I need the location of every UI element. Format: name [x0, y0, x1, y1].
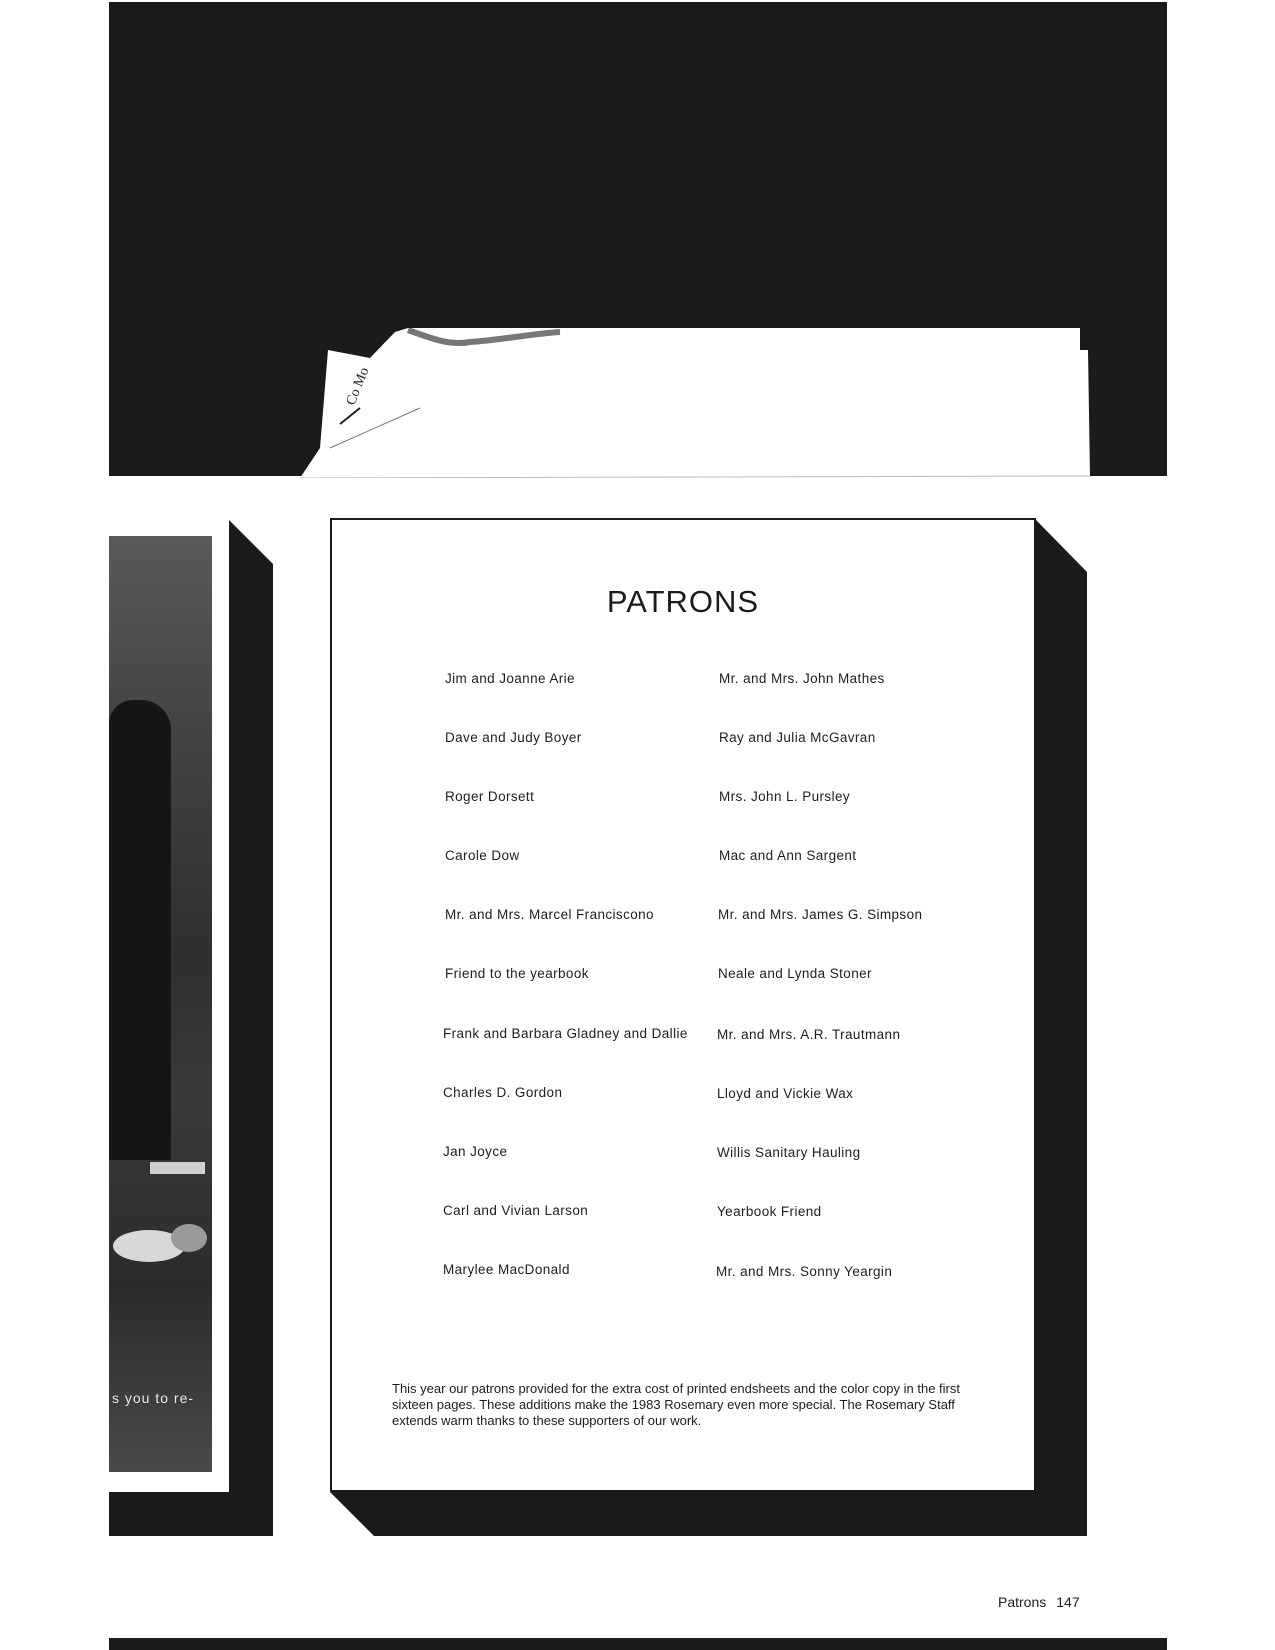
patron-name: Dave and Judy Boyer [445, 730, 582, 745]
page-title: PATRONS [606, 584, 760, 619]
patron-name: Charles D. Gordon [443, 1085, 563, 1100]
footer-section: Patrons [998, 1594, 1047, 1610]
patron-name: Friend to the yearbook [445, 966, 589, 981]
page-footer [998, 1594, 1080, 1610]
patron-name: Lloyd and Vickie Wax [717, 1086, 854, 1101]
paper-lettering: Co Mo [343, 365, 373, 408]
patron-name: Mr. and Mrs. Sonny Yeargin [716, 1264, 893, 1279]
patron-name: Jim and Joanne Arie [445, 671, 575, 686]
patrons-card [330, 518, 1036, 1492]
patron-name: Mr. and Mrs. A.R. Trautmann [717, 1027, 901, 1042]
patron-name: Yearbook Friend [717, 1204, 822, 1219]
patron-name: Mr. and Mrs. John Mathes [719, 671, 885, 686]
patron-name: Frank and Barbara Gladney and Dallie [443, 1026, 688, 1041]
photo-caption-fragment: s you to re- [112, 1390, 195, 1406]
patron-name: Carole Dow [445, 848, 520, 863]
patron-name: Jan Joyce [443, 1144, 508, 1159]
patron-name: Roger Dorsett [445, 789, 535, 804]
patron-name: Neale and Lynda Stoner [718, 966, 872, 981]
bottom-black-bar [109, 1638, 1167, 1650]
patrons-note: This year our patrons provided for the extra cost of printed endsheets and the color copy in the first sixteen pages. These additions make the 1983 Rosemary even more special. The Rosemary Staff extends warm thanks to these supporters of our work. [392, 1381, 960, 1428]
patron-name: Willis Sanitary Hauling [717, 1145, 861, 1160]
photo-figure-silhouette [109, 700, 171, 1160]
patron-name: Mr. and Mrs. Marcel Franciscono [445, 907, 654, 922]
torn-paper-image [300, 328, 1160, 478]
patron-name: Ray and Julia McGavran [719, 730, 876, 745]
patron-name: Marylee MacDonald [443, 1262, 570, 1277]
patron-name: Carl and Vivian Larson [443, 1203, 589, 1218]
patron-name: Mrs. John L. Pursley [719, 789, 851, 804]
photo-shoe [109, 1218, 208, 1268]
photo-floor-stripe [150, 1162, 205, 1174]
page-number: 147 [1056, 1594, 1080, 1610]
patron-name: Mac and Ann Sargent [719, 848, 857, 863]
patron-name: Mr. and Mrs. James G. Simpson [718, 907, 923, 922]
